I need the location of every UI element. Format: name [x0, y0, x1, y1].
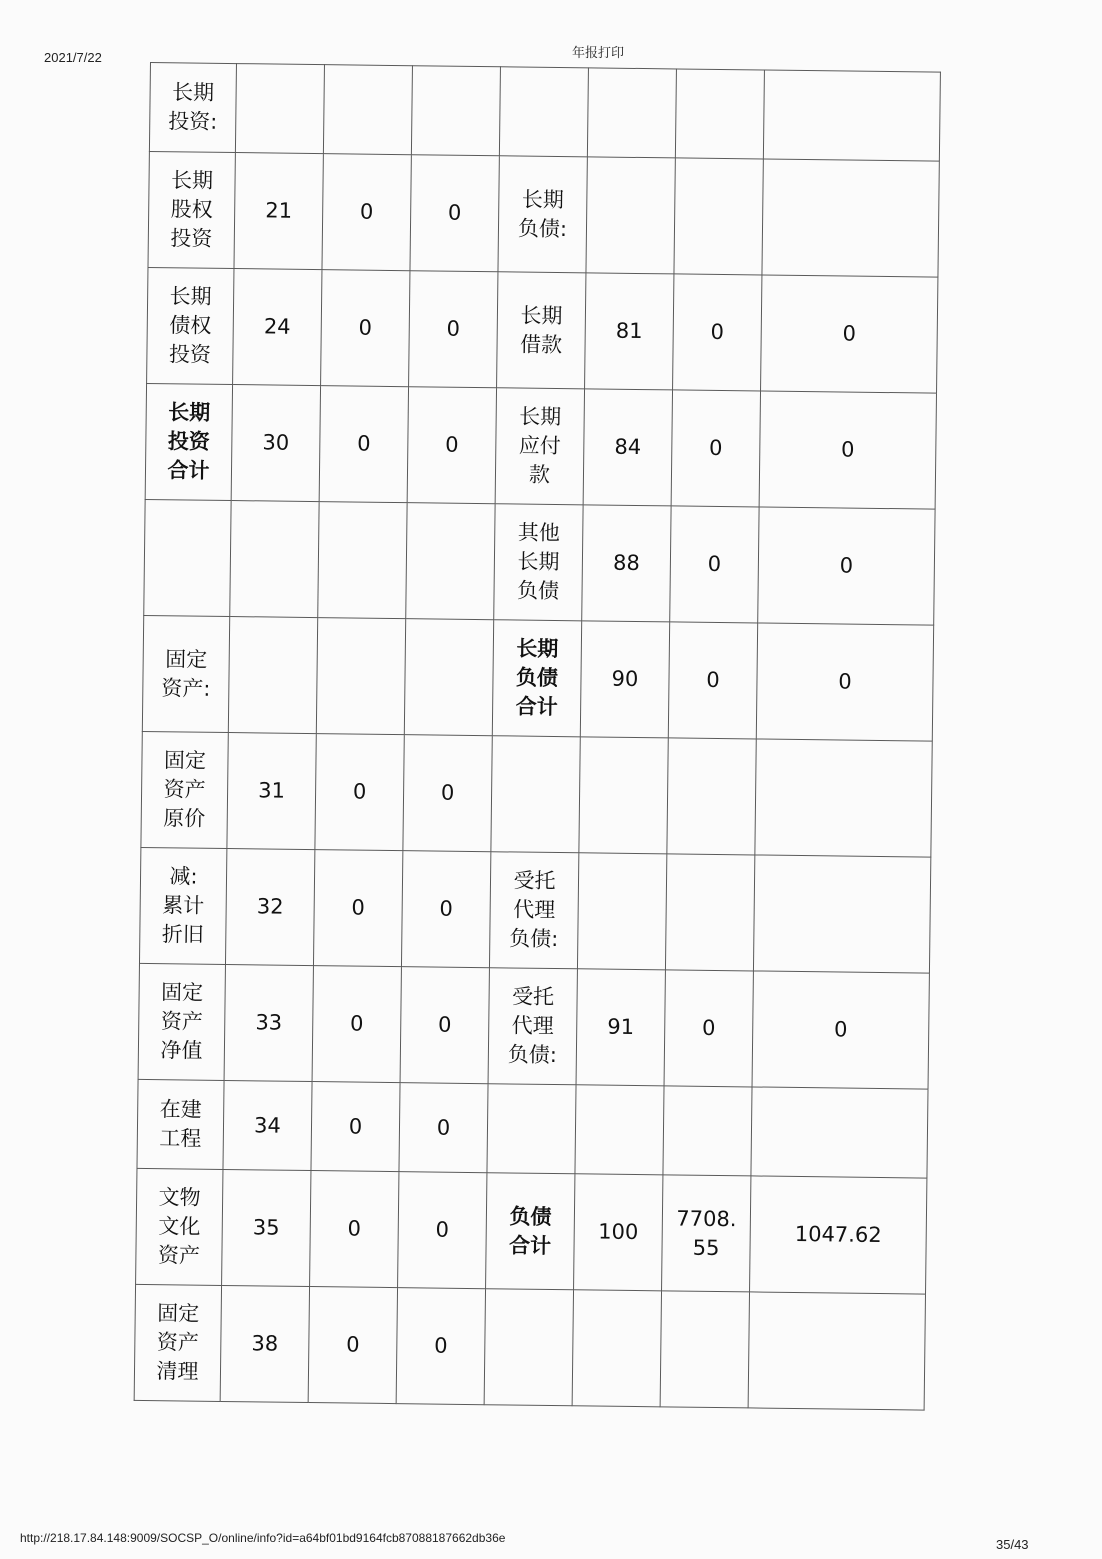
- table-cell: 90: [580, 621, 669, 738]
- table-cell: [667, 738, 756, 855]
- table-cell: 33: [224, 964, 313, 1081]
- table-cell: [404, 619, 493, 736]
- table-cell: 88: [582, 505, 671, 622]
- table-cell: 30: [231, 385, 320, 502]
- print-date: 2021/7/22: [44, 50, 102, 65]
- table-cell: 84: [583, 389, 672, 506]
- table-cell: [487, 1084, 576, 1174]
- table-cell: [235, 64, 324, 154]
- table-cell: 0: [407, 387, 496, 504]
- table-cell: [763, 70, 940, 161]
- table-cell: [144, 499, 231, 616]
- table-cell: 长期 借款: [497, 272, 586, 389]
- table-cell: 0: [410, 155, 499, 272]
- table-cell: 31: [227, 733, 316, 850]
- table-cell: 0: [670, 506, 759, 623]
- table-cell: 长期 负债 合计: [492, 620, 581, 737]
- table-cell: 其他 长期 负债: [494, 504, 583, 621]
- balance-sheet-table: [134, 62, 941, 1411]
- table-cell: [318, 502, 407, 619]
- table-cell: 0: [401, 851, 490, 968]
- table-cell: 减: 累计 折旧: [139, 847, 226, 964]
- table-cell: 81: [585, 273, 674, 390]
- table-cell: [762, 159, 939, 277]
- table-cell: 0: [321, 270, 410, 387]
- table-cell: 0: [403, 735, 492, 852]
- table-cell: 0: [313, 850, 402, 967]
- table-cell: 长期 负债:: [498, 156, 587, 273]
- balance-sheet: [134, 62, 940, 1411]
- table-cell: 0: [396, 1288, 485, 1405]
- table-cell: [579, 737, 668, 854]
- table-cell: 0: [673, 274, 762, 391]
- page-number: 35/43: [996, 1537, 1029, 1552]
- table-cell: 0: [409, 271, 498, 388]
- table-cell: 长期 投资:: [149, 63, 236, 153]
- table-cell: 91: [576, 969, 665, 1086]
- table-cell: 0: [308, 1287, 397, 1404]
- table-cell: 0: [668, 622, 757, 739]
- table-cell: 0: [322, 154, 411, 271]
- table-cell: 固定 资产 原价: [141, 731, 228, 848]
- table-cell: 21: [234, 153, 323, 270]
- table-cell: 0: [319, 386, 408, 503]
- table-cell: 0: [311, 1082, 400, 1172]
- table-cell: [484, 1289, 573, 1406]
- table-cell: 长期 应付 款: [495, 388, 584, 505]
- table-cell: 32: [225, 848, 314, 965]
- table-cell: 0: [315, 734, 404, 851]
- table-row: [148, 151, 939, 277]
- table-cell: 固定 资产:: [142, 615, 229, 732]
- page-title: 年报打印: [572, 46, 625, 61]
- table-cell: 1047.62: [750, 1176, 927, 1294]
- table-cell: 0: [671, 390, 760, 507]
- table-cell: 在建 工程: [137, 1079, 224, 1169]
- table-cell: 0: [759, 391, 936, 509]
- table-cell: [316, 618, 405, 735]
- table-cell: 35: [222, 1169, 311, 1286]
- table-cell: 长期 债权 投资: [147, 267, 234, 384]
- table-cell: [675, 69, 764, 159]
- table-cell: [323, 65, 412, 155]
- table-cell: [660, 1291, 749, 1408]
- table-cell: [753, 855, 930, 973]
- table-row: [147, 267, 938, 393]
- table-row: [149, 63, 940, 162]
- table-cell: 38: [220, 1285, 309, 1402]
- table-cell: [499, 67, 588, 157]
- table-cell: [406, 503, 495, 620]
- table-cell: 0: [758, 507, 935, 625]
- table-cell: [230, 501, 319, 618]
- table-cell: [751, 1087, 928, 1178]
- table-row: [142, 615, 933, 741]
- table-row: [145, 383, 936, 509]
- table-cell: [577, 853, 666, 970]
- table-cell: 0: [398, 1172, 487, 1289]
- table-cell: 7708. 55: [662, 1175, 751, 1292]
- table-cell: [674, 158, 763, 275]
- table-cell: 文物 文化 资产: [136, 1168, 223, 1285]
- table-cell: 长期 股权 投资: [148, 151, 235, 268]
- table-cell: 0: [761, 275, 938, 393]
- table-cell: 24: [233, 269, 322, 386]
- table-cell: 固定 资产 清理: [134, 1284, 221, 1401]
- table-cell: 100: [574, 1174, 663, 1291]
- table-cell: 0: [756, 623, 933, 741]
- table-cell: 受托 代理 负债:: [489, 852, 578, 969]
- table-cell: 负债 合计: [486, 1173, 575, 1290]
- table-cell: [491, 736, 580, 853]
- table-cell: 长期 投资 合计: [145, 383, 232, 500]
- table-cell: 0: [312, 966, 401, 1083]
- table-cell: 0: [752, 971, 929, 1089]
- table-row: [138, 963, 929, 1089]
- table-cell: 0: [664, 970, 753, 1087]
- table-row: [139, 847, 930, 973]
- table-cell: [411, 66, 500, 156]
- table-cell: [587, 68, 676, 158]
- table-cell: [572, 1290, 661, 1407]
- table-row: [136, 1168, 927, 1294]
- table-row: [144, 499, 935, 625]
- table-cell: [575, 1085, 664, 1175]
- table-cell: 34: [223, 1080, 312, 1170]
- table-cell: [586, 157, 675, 274]
- table-cell: 0: [310, 1171, 399, 1288]
- table-cell: 固定 资产 净值: [138, 963, 225, 1080]
- table-row: [134, 1284, 925, 1410]
- table-row: [141, 731, 932, 857]
- source-url: http://218.17.84.148:9009/SOCSP_O/online/info?id=a64bf01bd9164fcb87088187662db36e: [20, 1531, 506, 1545]
- table-cell: 0: [399, 1083, 488, 1173]
- table-cell: [755, 739, 932, 857]
- table-cell: [665, 854, 754, 971]
- table-row: [137, 1079, 928, 1178]
- table-cell: [748, 1292, 925, 1410]
- table-cell: 0: [400, 967, 489, 1084]
- table-cell: [228, 617, 317, 734]
- table-cell: [663, 1086, 752, 1176]
- table-cell: 受托 代理 负债:: [488, 968, 577, 1085]
